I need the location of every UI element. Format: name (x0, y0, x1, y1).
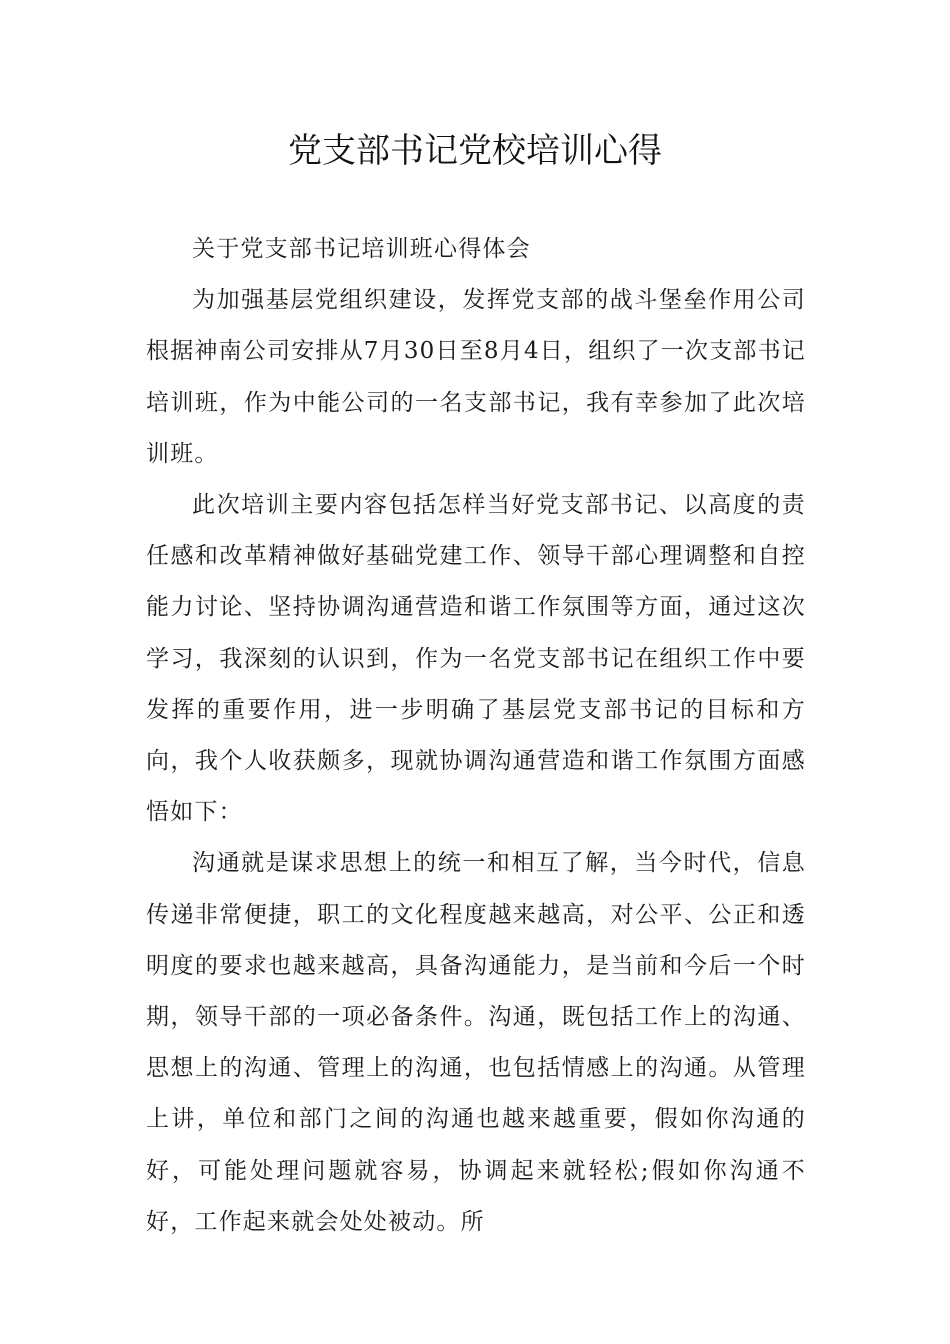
paragraph-intro: 为加强基层党组织建设，发挥党支部的战斗堡垒作用公司根据神南公司安排从7月30日至8月4日，组织了一次支部书记培训班，作为中能公司的一名支部书记，我有幸参加了此次培训班。 (146, 287, 806, 467)
document-body (146, 224, 806, 1248)
paragraph-communication: 沟通就是谋求思想上的统一和相互了解，当今时代，信息传递非常便捷，职工的文化程度越来越高，对公平、公正和透明度的要求也越来越高，具备沟通能力，是当前和今后一个时期，领导干部的一项必备条件。沟通，既包括工作上的沟通、思想上的沟通、管理上的沟通，也包括情感上的沟通。从管理上讲，单位和部门之间的沟通也越来越重要，假如你沟通的好，可能处理问题就容易，协调起来就轻松;假如你沟通不好，工作起来就会处处被动。所 (146, 850, 806, 1235)
paragraph-subtitle: 关于党支部书记培训班心得体会 (192, 236, 531, 262)
paragraph-content: 此次培训主要内容包括怎样当好党支部书记、以高度的责任感和改革精神做好基础党建工作、领导干部心理调整和自控能力讨论、坚持协调沟通营造和谐工作氛围等方面，通过这次学习，我深刻的认识到，作为一名党支部书记在组织工作中要发挥的重要作用，进一步明确了基层党支部书记的目标和方向，我个人收获颇多，现就协调沟通营造和谐工作氛围方面感悟如下： (146, 492, 806, 826)
document-title: 党支部书记党校培训心得 (288, 131, 662, 171)
